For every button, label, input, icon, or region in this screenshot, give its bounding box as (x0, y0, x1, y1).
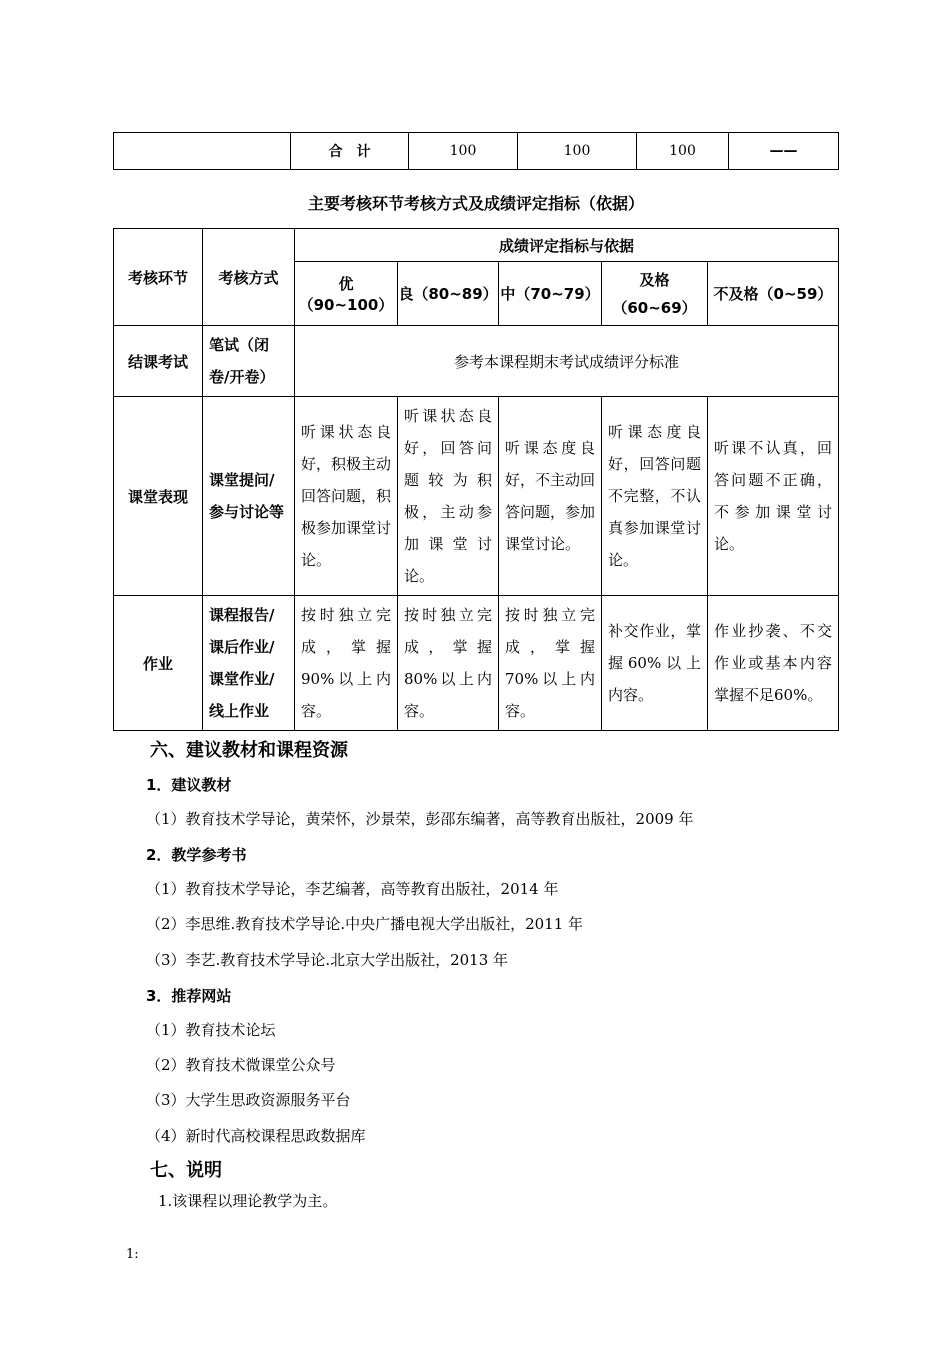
method-written-exam: 笔试（闭卷/开卷） (203, 326, 295, 397)
level-pass-label: 及格 (639, 270, 670, 289)
header-stage: 考核环节 (114, 229, 203, 326)
subsection-textbooks: 1．建议教材 (146, 776, 232, 794)
total-value-2: 100 (518, 133, 637, 170)
header-method: 考核方式 (203, 229, 295, 326)
criteria-cell: 作业抄袭、不交作业或基本内容掌握不足60%。 (708, 596, 839, 731)
stage-final-exam: 结课考试 (114, 326, 203, 397)
grading-table (113, 228, 839, 731)
website-item: （2）教育技术微课堂公众号 (146, 1056, 336, 1074)
section-6-title: 六、建议教材和课程资源 (150, 740, 348, 761)
criteria-cell: 听课态度良好，回答问题不完整，不认真参加课堂讨论。 (602, 397, 708, 596)
criteria-cell: 听课状态良好，积极主动回答问题，积极参加课堂讨论。 (295, 397, 398, 596)
criteria-cell: 听课状态良好，回答问题较为积极，主动参加课堂讨论。 (398, 397, 499, 596)
note-item: 1.该课程以理论教学为主。 (158, 1192, 338, 1210)
subsection-websites: 3．推荐网站 (146, 987, 232, 1005)
total-dash: —— (729, 133, 839, 170)
method-class-questions: 课堂提问/参与讨论等 (203, 397, 295, 596)
criteria-cell: 补交作业，掌握60%以上内容。 (602, 596, 708, 731)
website-item: （3）大学生思政资源服务平台 (146, 1091, 351, 1109)
criteria-cell: 按时独立完成，掌握80%以上内容。 (398, 596, 499, 731)
level-fail: 不及格（0~59） (708, 262, 839, 326)
level-pass-range: （60~69） (612, 298, 697, 317)
criteria-cell: 听课态度良好，不主动回答问题，参加课堂讨论。 (499, 397, 602, 596)
total-value-3: 100 (637, 133, 729, 170)
table-row (114, 596, 839, 731)
criteria-cell: 听课不认真，回答问题不正确，不参加课堂讨论。 (708, 397, 839, 596)
criteria-cell: 按时独立完成，掌握70%以上内容。 (499, 596, 602, 731)
total-value-1: 100 (409, 133, 518, 170)
criteria-cell: 按时独立完成，掌握90%以上内容。 (295, 596, 398, 731)
reference-item: （3）李艺.教育技术学导论.北京大学出版社，2013 年 (146, 951, 509, 969)
level-excellent: 优（90~100） (295, 262, 398, 326)
website-item: （1）教育技术论坛 (146, 1021, 276, 1039)
subsection-references: 2．教学参考书 (146, 846, 247, 864)
header-criteria: 成绩评定指标与依据 (295, 229, 839, 262)
level-good: 良（80~89） (398, 262, 499, 326)
total-empty-cell (114, 133, 291, 170)
total-row (114, 133, 839, 170)
level-pass (602, 262, 708, 326)
merged-criteria: 参考本课程期末考试成绩评分标准 (295, 326, 839, 397)
page-number: 1: (126, 1247, 139, 1262)
table-row (114, 397, 839, 596)
total-table (113, 132, 839, 170)
total-label: 合 计 (291, 133, 409, 170)
reference-item: （2）李思维.教育技术学导论.中央广播电视大学出版社，2011 年 (146, 915, 584, 933)
header-row-1 (114, 229, 839, 262)
stage-class-performance: 课堂表现 (114, 397, 203, 596)
table-title: 主要考核环节考核方式及成绩评定指标（依据） (307, 194, 644, 213)
textbook-item: （1）教育技术学导论，黄荣怀，沙景荣，彭邵东编著，高等教育出版社，2009 年 (146, 810, 694, 828)
section-7-title: 七、说明 (150, 1160, 222, 1181)
table-row (114, 326, 839, 397)
website-item: （4）新时代高校课程思政数据库 (146, 1127, 366, 1145)
level-medium: 中（70~79） (499, 262, 602, 326)
method-homework: 课程报告/课后作业/课堂作业/线上作业 (203, 596, 295, 731)
reference-item: （1）教育技术学导论，李艺编著，高等教育出版社，2014 年 (146, 880, 559, 898)
stage-homework: 作业 (114, 596, 203, 731)
